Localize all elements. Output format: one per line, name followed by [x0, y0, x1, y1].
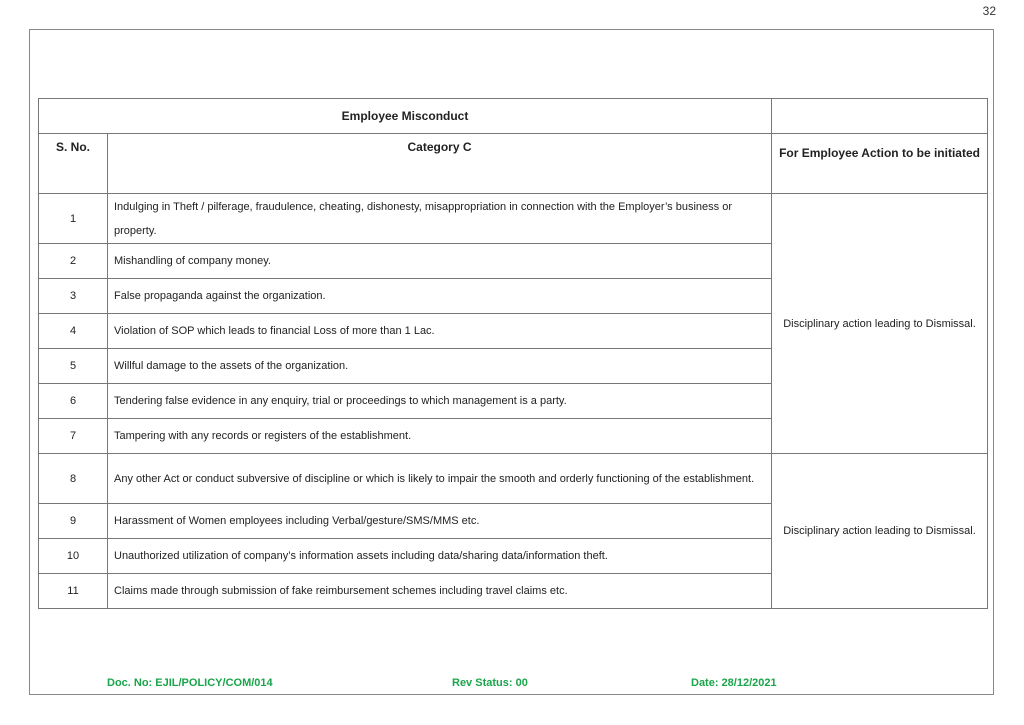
row-text: Tampering with any records or registers of the establishment. [108, 419, 772, 454]
action-cell: Disciplinary action leading to Dismissal. [772, 454, 988, 609]
table-title: Employee Misconduct [39, 99, 772, 134]
row-sno: 7 [39, 419, 108, 454]
footer-doc-no: Doc. No: EJIL/POLICY/COM/014 [107, 677, 273, 689]
page-number: 32 [982, 4, 996, 18]
table-row [39, 194, 988, 244]
row-sno: 11 [39, 574, 108, 609]
row-text: Indulging in Theft / pilferage, fraudulence, cheating, dishonesty, misappropriation in connection with the Employer’s business or property. [108, 194, 772, 244]
row-text: Harassment of Women employees including Verbal/gesture/SMS/MMS etc. [108, 504, 772, 539]
row-sno: 4 [39, 314, 108, 349]
header-sno: S. No. [39, 134, 108, 194]
row-text: Mishandling of company money. [108, 244, 772, 279]
header-category: Category C [108, 134, 772, 194]
row-text: Willful damage to the assets of the organization. [108, 349, 772, 384]
row-text: Unauthorized utilization of company’s information assets including data/sharing data/information theft. [108, 539, 772, 574]
row-sno: 8 [39, 454, 108, 504]
row-text: Violation of SOP which leads to financial Loss of more than 1 Lac. [108, 314, 772, 349]
row-text: False propaganda against the organization. [108, 279, 772, 314]
table-header-row [39, 134, 988, 194]
row-sno: 6 [39, 384, 108, 419]
misconduct-table [38, 98, 988, 609]
footer-date: Date: 28/12/2021 [691, 677, 777, 689]
row-sno: 10 [39, 539, 108, 574]
row-text: Any other Act or conduct subversive of discipline or which is likely to impair the smooth and orderly functioning of the establishment. [108, 454, 772, 504]
action-cell: Disciplinary action leading to Dismissal. [772, 194, 988, 454]
row-sno: 1 [39, 194, 108, 244]
row-sno: 3 [39, 279, 108, 314]
footer-rev-status: Rev Status: 00 [452, 677, 528, 689]
empty-header-cell [772, 99, 988, 134]
row-sno: 5 [39, 349, 108, 384]
table-title-row [39, 99, 988, 134]
row-text: Tendering false evidence in any enquiry, trial or proceedings to which management is a party. [108, 384, 772, 419]
row-sno: 2 [39, 244, 108, 279]
table-row [39, 454, 988, 504]
row-text: Claims made through submission of fake reimbursement schemes including travel claims etc. [108, 574, 772, 609]
header-action: For Employee Action to be initiated [772, 134, 988, 194]
row-sno: 9 [39, 504, 108, 539]
